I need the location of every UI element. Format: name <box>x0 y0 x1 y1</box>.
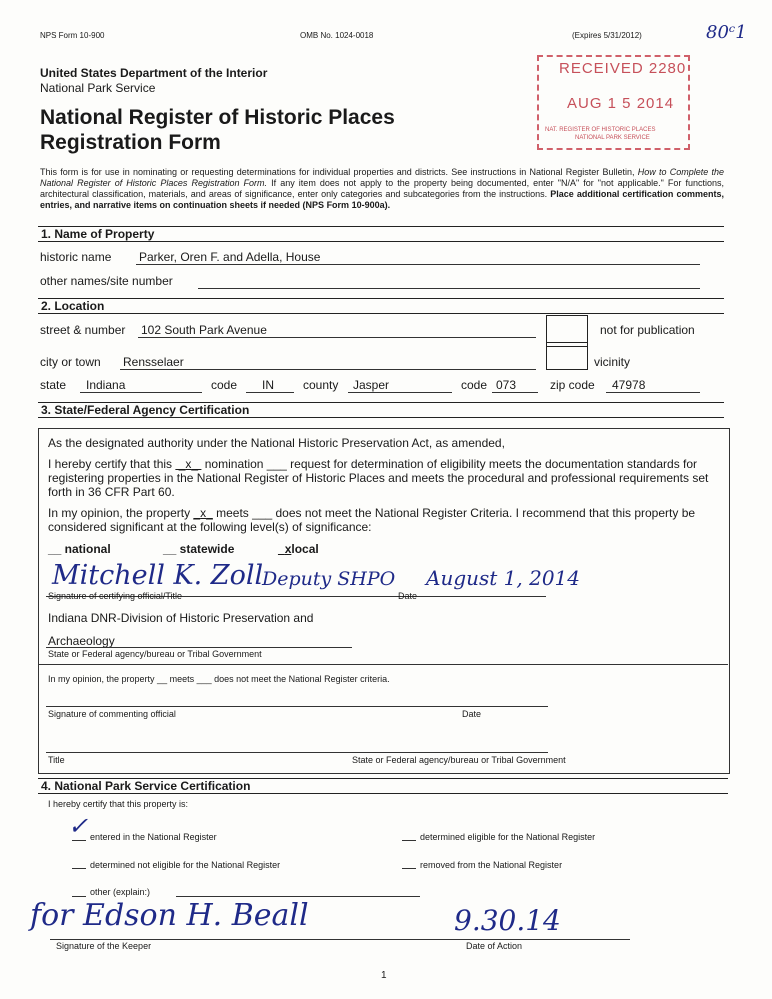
certifying-signature-label: Signature of certifying official/Title <box>48 591 183 601</box>
vicinity-checkbox[interactable] <box>546 342 588 370</box>
comment-opinion-text: In my opinion, the property __ meets ___ does not meet the National Register criteria. <box>48 674 390 684</box>
expires-date: (Expires 5/31/2012) <box>572 31 642 40</box>
section-2-header: 2. Location <box>38 298 724 314</box>
vicinity-label: vicinity <box>594 355 631 369</box>
county-code-label: code <box>461 378 488 392</box>
nps-cert-intro: I hereby certify that this property is: <box>48 799 189 809</box>
certify-text: I hereby certify that this _x_ nomination ___ request for determination of eligibility meets the documentation standards for registering properties in the National Register of Historic Places and meets the procedural and professional requirements set forth in 36 CFR Part 60. <box>48 457 709 499</box>
section-1-header: 1. Name of Property <box>38 226 724 242</box>
agency-label: State or Federal agency/bureau or Tribal Government <box>48 649 262 659</box>
not-for-publication-label: not for publication <box>600 323 695 337</box>
section-4-header: 4. National Park Service Certification <box>38 778 728 794</box>
option-not-eligible[interactable]: determined not eligible for the National Register <box>90 860 281 870</box>
instructions-paragraph: This form is for use in nominating or requesting determinations for individual properties and districts. See instructions in National Register Bulletin, How to Complete the National Register of Historic Places Registration Form. If any item does not apply to the property being documented, enter "N/A" for "not applicable." For functions, architectural classification, materials, and areas of significance, enter only categories and subcategories from the instructions. Place additional certification comments, entries, and narrative items on continuation sheets if needed (NPS Form 10-900a). <box>40 167 725 210</box>
authority-text: As the designated authority under the National Historic Preservation Act, as amended, <box>48 436 505 450</box>
opinion-text: In my opinion, the property _x_ meets ___ does not meet the National Register Criteria. I recommend that this property be considered significant at the following level(s) of significance: <box>48 506 696 534</box>
received-stamp <box>537 55 688 148</box>
level-national[interactable]: __ national <box>48 542 111 556</box>
level-local[interactable]: _xlocal <box>278 542 319 556</box>
city-value[interactable]: Rensselaer <box>123 355 184 369</box>
state-value[interactable]: Indiana <box>86 378 126 392</box>
commenting-agency-label: State or Federal agency/bureau or Tribal Government <box>352 755 566 765</box>
form-title-line2: Registration Form <box>40 131 221 154</box>
keeper-signature: for Edson H. Beall <box>30 898 309 933</box>
stamp-received: RECEIVED 2280 <box>559 60 687 77</box>
department-name: United States Department of the Interior <box>40 66 268 80</box>
option-removed[interactable]: removed from the National Register <box>420 860 563 870</box>
action-date-handwritten: 9.30.14 <box>454 904 561 937</box>
state-code-label: code <box>211 378 238 392</box>
state-code-value[interactable]: IN <box>262 378 274 392</box>
county-value[interactable]: Jasper <box>353 378 390 392</box>
state-label: state <box>40 378 67 392</box>
county-label: county <box>303 378 339 392</box>
agency-line2: Archaeology <box>48 634 115 648</box>
street-value[interactable]: 102 South Park Avenue <box>141 323 267 337</box>
certifying-date-label: Date <box>398 591 418 601</box>
checkmark-icon: ✓ <box>68 812 89 840</box>
date-of-action-label: Date of Action <box>466 941 523 951</box>
option-other[interactable]: other (explain:) <box>90 887 151 897</box>
keeper-signature-label: Signature of the Keeper <box>56 941 152 951</box>
historic-name-label: historic name <box>40 250 112 264</box>
certifying-date-handwritten: August 1, 2014 <box>426 566 581 590</box>
stamp-register: NAT. REGISTER OF HISTORIC PLACES <box>545 127 656 133</box>
certifying-title-handwritten: Deputy SHPO <box>262 568 396 590</box>
level-statewide[interactable]: __ statewide <box>163 542 235 556</box>
option-entered[interactable]: entered in the National Register <box>90 832 217 842</box>
other-names-label: other names/site number <box>40 274 173 288</box>
commenting-title-label: Title <box>48 755 65 765</box>
street-label: street & number <box>40 323 126 337</box>
certifying-signature: Mitchell K. Zoll <box>52 560 264 591</box>
page-number: 1 <box>381 970 387 981</box>
zip-label: zip code <box>550 378 595 392</box>
stamp-nps: NATIONAL PARK SERVICE <box>575 135 650 141</box>
city-label: city or town <box>40 355 101 369</box>
stamp-date: AUG 1 5 2014 <box>567 95 675 112</box>
zip-value[interactable]: 47978 <box>612 378 646 392</box>
county-code-value[interactable]: 073 <box>496 378 517 392</box>
form-number: NPS Form 10-900 <box>40 31 105 40</box>
service-name: National Park Service <box>40 81 156 95</box>
commenting-date-label: Date <box>462 709 482 719</box>
historic-name-value[interactable]: Parker, Oren F. and Adella, House <box>139 250 321 264</box>
agency-line1: Indiana DNR-Division of Historic Preservation and <box>48 611 314 625</box>
margin-handwritten-note: 80ᶜ1 <box>706 22 747 43</box>
omb-number: OMB No. 1024-0018 <box>300 31 374 40</box>
section-3-header: 3. State/Federal Agency Certification <box>38 402 724 418</box>
form-title-line1: National Register of Historic Places <box>40 106 395 129</box>
option-determined-eligible[interactable]: determined eligible for the National Register <box>420 832 596 842</box>
commenting-signature-label: Signature of commenting official <box>48 709 176 719</box>
